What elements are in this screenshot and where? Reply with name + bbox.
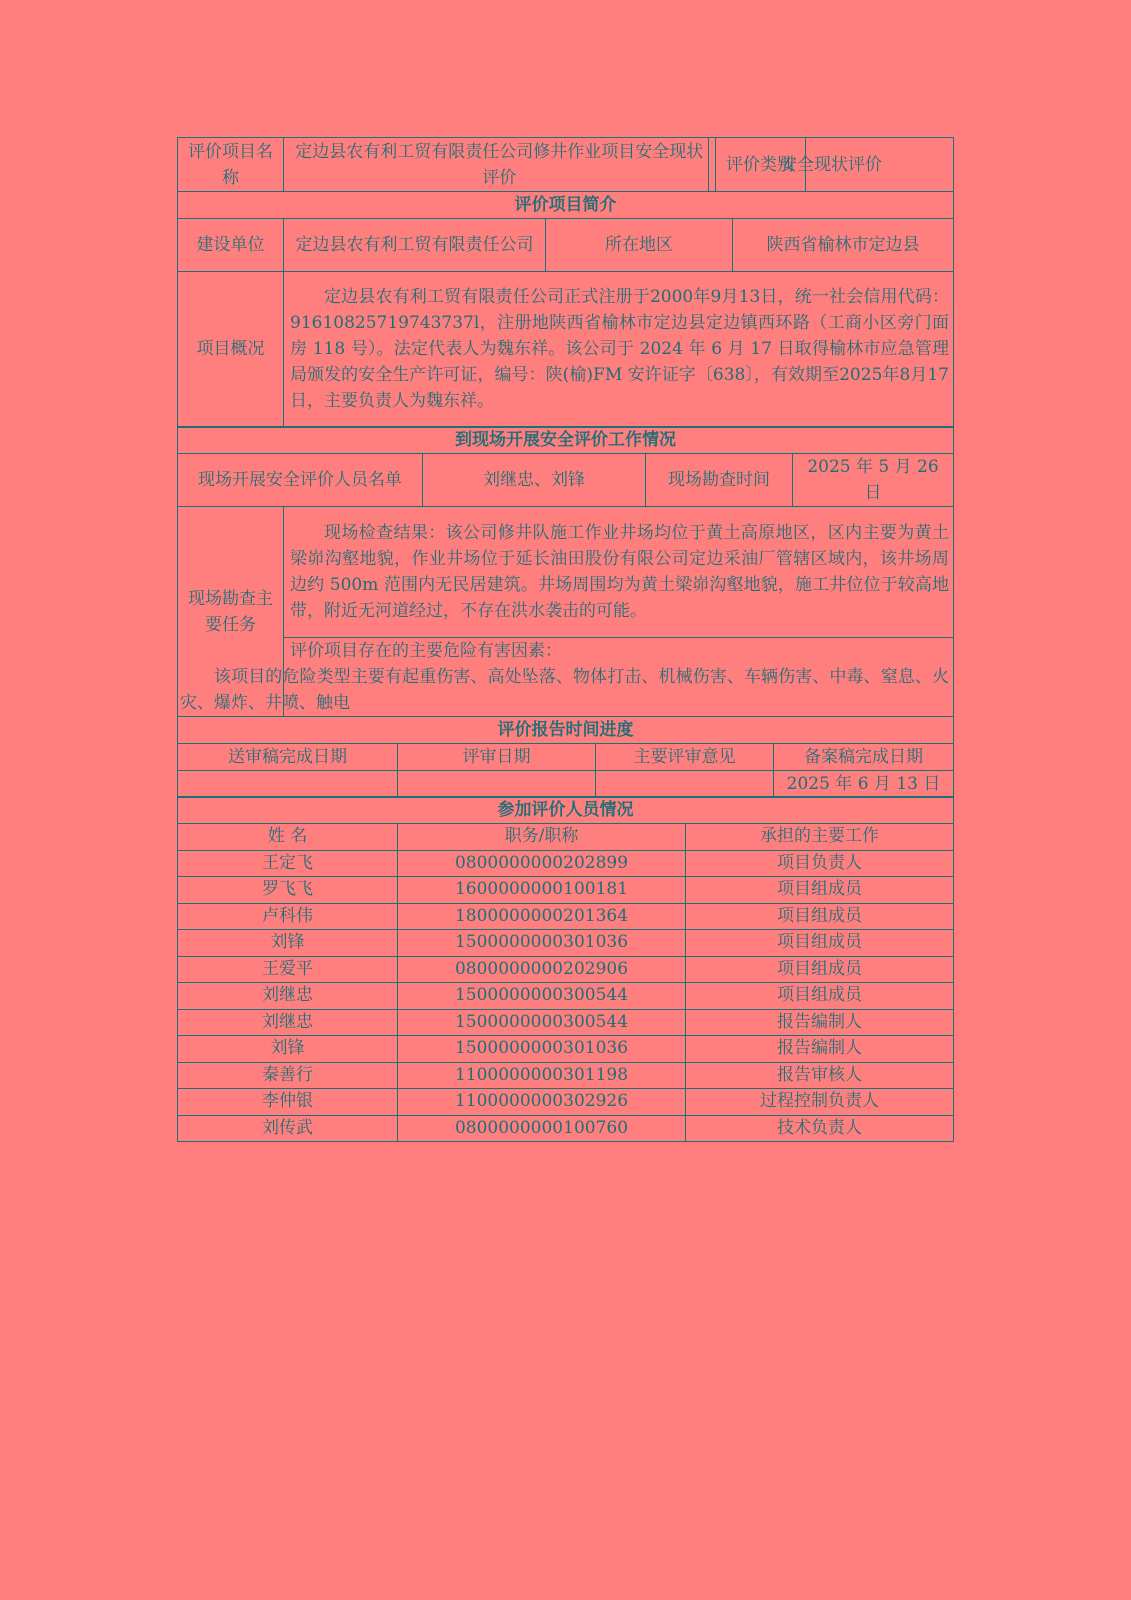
person-name: 刘传武 (178, 1115, 398, 1142)
personnel-header-name: 姓 名 (178, 824, 398, 851)
person-work: 报告编制人 (686, 1036, 954, 1063)
person-cert: 1500000000301036 (398, 1036, 686, 1063)
person-name: 王爱平 (178, 956, 398, 983)
table-row (178, 1089, 954, 1116)
table-row (178, 903, 954, 930)
table-row (178, 1062, 954, 1089)
person-cert: 1500000000300544 (398, 983, 686, 1010)
table-row (178, 1115, 954, 1142)
person-work: 项目组成员 (686, 956, 954, 983)
person-name: 秦善行 (178, 1062, 398, 1089)
project-info-table (177, 137, 954, 192)
schedule-header-submit: 送审稿完成日期 (178, 743, 398, 770)
category-value: 安全现状评价 (709, 138, 954, 192)
survey-time-label: 现场勘查时间 (646, 454, 793, 507)
person-work: 项目组成员 (686, 930, 954, 957)
person-work: 项目组成员 (686, 903, 954, 930)
personnel-table (177, 796, 954, 1142)
person-name: 刘继忠 (178, 1009, 398, 1036)
table-row (178, 983, 954, 1010)
personnel-section-title: 参加评价人员情况 (178, 797, 954, 824)
schedule-header-review: 评审日期 (398, 743, 596, 770)
table-row (178, 1009, 954, 1036)
category-label: 评价类别 (715, 138, 805, 191)
person-name: 刘继忠 (178, 983, 398, 1010)
person-name: 罗飞飞 (178, 877, 398, 904)
project-name: 定边县农有利工贸有限责任公司修井作业项目安全现状评价 (284, 138, 715, 191)
overview-label: 项目概况 (178, 271, 284, 427)
table-row (178, 956, 954, 983)
person-work: 报告审核人 (686, 1062, 954, 1089)
person-work: 项目组成员 (686, 877, 954, 904)
staff-value: 刘继忠、刘锋 (423, 454, 646, 507)
builder-value: 定边县农有利工贸有限责任公司 (284, 218, 546, 271)
person-name: 刘锋 (178, 1036, 398, 1063)
staff-label: 现场开展安全评价人员名单 (178, 454, 423, 507)
task-label: 现场勘查主要任务 (178, 507, 284, 717)
site-table (177, 426, 954, 717)
person-name: 李仲银 (178, 1089, 398, 1116)
person-cert: 0800000000202899 (398, 850, 686, 877)
schedule-value-filing: 2025 年 6 月 13 日 (774, 770, 954, 797)
schedule-section-title: 评价报告时间进度 (178, 716, 954, 743)
person-work: 过程控制负责人 (686, 1089, 954, 1116)
person-cert: 1100000000302926 (398, 1089, 686, 1116)
person-cert: 0800000000202906 (398, 956, 686, 983)
schedule-value-opinion (596, 770, 774, 797)
project-name-label: 评价项目名称 (178, 138, 284, 192)
person-work: 报告编制人 (686, 1009, 954, 1036)
hazard-text: 该项目的危险类型主要有起重伤害、高处坠落、物体打击、机械伤害、车辆伤害、中毒、窒息、火灾、爆炸、井喷、触电 (180, 667, 950, 713)
table-row (178, 1036, 954, 1063)
person-cert: 1100000000301198 (398, 1062, 686, 1089)
personnel-header-title: 职务/职称 (398, 824, 686, 851)
person-cert: 1500000000301036 (398, 930, 686, 957)
overview-text: 定边县农有利工贸有限责任公司正式注册于2000年9月13日，统一社会信用代码：91610825719743737l，注册地陕西省榆林市定边县定边镇西环路（工商小区旁门面房 118 号）。法定代表人为魏东祥。该公司于 2024 年 6 月 17 日取得榆林市应急管理局颁发的安全生产许可证，编号：陕(榆)FM 安许证字〔638〕，有效期至2025年8月17日，主要负责人为魏东祥。 (290, 287, 949, 411)
schedule-value-submit (178, 770, 398, 797)
person-work: 项目负责人 (686, 850, 954, 877)
person-cert: 0800000000100760 (398, 1115, 686, 1142)
hazard-title: 评价项目存在的主要危险有害因素： (290, 641, 562, 661)
schedule-table (177, 716, 954, 798)
table-row (178, 877, 954, 904)
builder-label: 建设单位 (178, 218, 284, 271)
schedule-value-review (398, 770, 596, 797)
person-cert: 1600000000100181 (398, 877, 686, 904)
region-value: 陕西省榆林市定边县 (733, 218, 954, 271)
person-work: 技术负责人 (686, 1115, 954, 1142)
site-section-title: 到现场开展安全评价工作情况 (178, 427, 954, 454)
table-row (178, 850, 954, 877)
survey-time-value: 2025 年 5 月 26 日 (793, 454, 954, 507)
person-cert: 1500000000300544 (398, 1009, 686, 1036)
person-name: 卢科伟 (178, 903, 398, 930)
personnel-header-work: 承担的主要工作 (686, 824, 954, 851)
intro-section-title: 评价项目简介 (178, 191, 954, 218)
person-name: 王定飞 (178, 850, 398, 877)
site-result-text: 现场检查结果：该公司修井队施工作业井场均位于黄土高原地区，区内主要为黄土梁峁沟壑地貌，作业井场位于延长油田股份有限公司定边采油厂管辖区域内，该井场周边约 500m 范围内无民居建筑。井场周围均为黄土梁峁沟壑地貌，施工井位位于较高地带，附近无河道经过，不存在洪水袭击的可能。 (290, 523, 950, 621)
intro-table (177, 191, 954, 428)
schedule-header-opinion: 主要评审意见 (596, 743, 774, 770)
evaluation-info-sheet (177, 137, 953, 1142)
person-work: 项目组成员 (686, 983, 954, 1010)
table-row (178, 930, 954, 957)
person-cert: 1800000000201364 (398, 903, 686, 930)
person-name: 刘锋 (178, 930, 398, 957)
region-label: 所在地区 (546, 218, 733, 271)
schedule-header-filing: 备案稿完成日期 (774, 743, 954, 770)
